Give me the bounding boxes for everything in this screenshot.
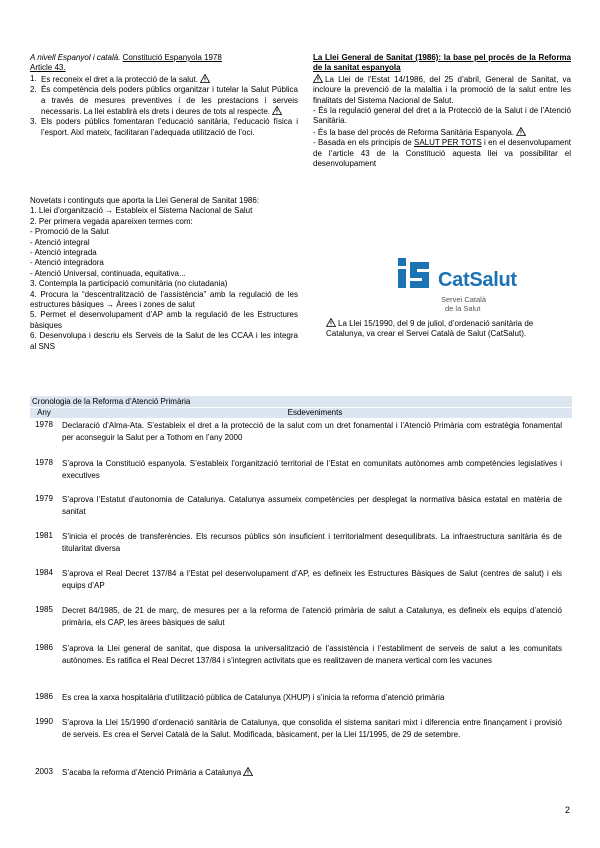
row-year: 1979 — [35, 494, 53, 503]
novetats-line: - Atenció integrada — [30, 248, 97, 258]
catsalut-mark-icon — [398, 258, 432, 292]
row-event: S’aprova l’Estatut d’autonomia de Catalunya. Catalunya assumeix competències per desplegat la normativa bàsica estatal en matèria de sanitat — [62, 495, 562, 516]
row-event: S’aprova la Llei 15/1990 d’ordenació sanitària de Catalunya, que consolida el sistema sanitari mixt i diferencia entre finançament i provisió de serveis. Es crea el Servei Català de la Salut. Modificada, bàsicament, per la Llei 11/1995, de 29 de setembre. — [62, 718, 562, 739]
lgs-title: La Llei General de Sanitat (1986): la base pel procés de la Reforma de la sanitat espanyola — [313, 53, 571, 73]
novetats-line: 2. Per primera vegada apareixen termes com: — [30, 216, 193, 226]
table-row — [30, 494, 572, 518]
page-number: 2 — [565, 805, 571, 815]
row-event: S’aprova el Real Decret 137/84 a l’Estat pel desenvolupament d’AP, es defineix les Estructures Bàsiques de Salut (centres de salut) i els equips d’AP — [62, 569, 562, 590]
table-row — [30, 717, 572, 741]
article-43-heading — [30, 53, 298, 63]
catsalut-wordmark: CatSalut — [438, 269, 517, 291]
warning-triangle-icon — [272, 106, 282, 115]
catsalut-logo — [398, 258, 538, 318]
novetats-line: 5. Permet el desenvolupament d’AP amb la regulació de les Estructures bàsiques — [30, 310, 298, 330]
table-title: Cronologia de la Reforma d’Atenció Primària — [30, 396, 572, 407]
cronologia-table — [30, 396, 572, 777]
novetats-line: 4. Procura la “descentralització de l’assistència” amb la regulació de les estructures bàsiques → Àrees i zones de salut — [30, 289, 298, 310]
row-year: 1978 — [35, 458, 53, 467]
article-43-section — [30, 53, 298, 138]
row-event: Es crea la xarxa hospitalària d’utilització pública de Catalunya (XHUP) i s’inicia la reforma d’atenció primària — [62, 693, 445, 702]
warning-triangle-icon — [200, 74, 210, 83]
table-row — [30, 767, 572, 779]
novetats-line: - Atenció integradora — [30, 258, 104, 268]
novetats-title: Novetats i continguts que aporta la Llei General de Sanitat 1986: — [30, 196, 260, 205]
table-row — [30, 692, 572, 704]
novetats-line: 1. Llei d’organització → Estableix el Sistema Nacional de Salut — [30, 206, 253, 216]
row-year: 1981 — [35, 531, 53, 540]
lgs-section — [313, 53, 571, 169]
warning-triangle-icon — [516, 127, 526, 136]
warning-triangle-icon — [313, 74, 323, 83]
row-event: Declaració d’Alma-Ata. S’estableix el dret a la protecció de la salut com un dret fonamental i l’Atenció Primària com estratègia fonamental per aconseguir la Salut per a Tothom en l’any 2000 — [62, 421, 562, 442]
row-year: 1986 — [35, 692, 53, 701]
row-year: 1990 — [35, 717, 53, 726]
row-event: S’inicia el procés de transferències. Els recursos públics són insuficient i territorialment desequilibrats. La infraestructura sanitària és de titularitat diversa — [62, 532, 562, 553]
article-label: Article 43. — [30, 63, 66, 73]
row-event: Decret 84/1985, de 21 de març, de mesures per a la reforma de l’atenció primària de salut a Catalunya, es defineix els equips d’atenció primària, els CAP, les àrees bàsiques de salut — [62, 606, 562, 627]
table-row — [30, 420, 572, 444]
level-intro: A nivell Espanyol i català. — [30, 53, 121, 62]
table-row — [30, 605, 572, 629]
row-event: S’acaba la reforma d’Atenció Primària a Catalunya — [62, 767, 562, 779]
lgs-paragraph-2: - És la regulació general del dret a la Protecció de la Salut i de l’Atenció Sanitària. — [313, 106, 571, 126]
row-year: 1986 — [35, 643, 53, 652]
article-item-2: 2. És competència dels poders públics organitzar i tutelar la Salut Pública a través de mesures preventives i de les prestacions i serveis necessaris. La llei establirà els drets i deures de tots al respecte. — [30, 85, 298, 117]
catsalut-subtitle: Servei Català de la Salut — [441, 295, 487, 313]
constitution-title: Constitució Espanyola 1978 — [122, 53, 222, 62]
llei-15-1990-note: La Llei 15/1990, del 9 de juliol, d’ordenació sanitària de Catalunya, va crear el Servei Català de Salut (CatSalut). — [326, 319, 534, 339]
novetats-line: 3. Contempla la participació comunitària (no ciutadania) — [30, 279, 228, 289]
novetats-line: - Promoció de la Salut — [30, 227, 109, 237]
lgs-paragraph-4: - Basada en els principis de SALUT PER TOTS i en el desenvolupament de l’article 43 de la Constitució aquesta llei va possibilitar el desenvolupament — [313, 138, 571, 169]
row-event: S’aprova la Constitució espanyola. S’estableix l’organització territorial de l’Estat en comunitats autònomes amb competències legislatives i executives — [62, 459, 562, 480]
row-year: 2003 — [35, 767, 53, 776]
warning-triangle-icon — [243, 767, 253, 776]
lgs-paragraph-1: La Llei de l’Estat 14/1986, del 25 d’abril, General de Sanitat, va incloure la prevenció de la malaltia i la promoció de la salut entre les finalitats del Sistema Nacional de Salut. — [313, 74, 571, 105]
row-year: 1984 — [35, 568, 53, 577]
warning-triangle-icon — [326, 318, 336, 327]
novetats-line: - Atenció integral — [30, 237, 90, 247]
article-item-3: 3. Els poders públics fomentaran l’educació sanitària, l’educació física i l’esport. Així mateix, facilitaran l’adequada utilització de l’oci. — [30, 117, 298, 137]
table-row — [30, 458, 572, 482]
lgs-paragraph-3: - És la base del procés de Reforma Sanitària Espanyola. — [313, 127, 571, 138]
table-row — [30, 568, 572, 592]
table-row — [30, 531, 572, 555]
novetats-line: - Atenció Universal, continuada, equitativa... — [30, 268, 186, 278]
article-item-1: 1. Es reconeix el dret a la protecció de la salut. — [30, 74, 298, 85]
salut-per-tots-label: SALUT PER TOTS — [413, 138, 482, 148]
row-year: 1978 — [35, 420, 53, 429]
column-header-events: Esdeveniments — [287, 408, 343, 417]
table-header-row — [30, 407, 572, 418]
column-header-year: Any — [37, 408, 51, 417]
novetats-line: 6. Desenvolupa i descriu els Serveis de la Salut de les CCAA i les integra al SNS — [30, 331, 298, 351]
table-row — [30, 643, 572, 667]
row-event: S’aprova la Llei general de sanitat, que disposa la universalització de l’assistència i l’establiment de serveis de salut a les comunitats autònomes. Es ratifica el Real Decret 137/84 i s’integren activitats que es realitzaven de manera vertical com les vacunes — [62, 644, 562, 665]
row-year: 1985 — [35, 605, 53, 614]
novetats-section — [30, 196, 298, 352]
